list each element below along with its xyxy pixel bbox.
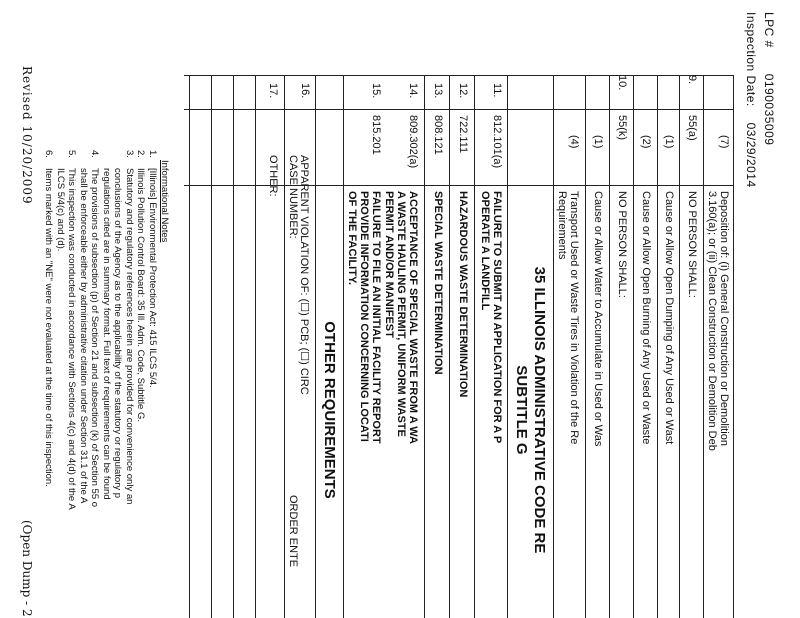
note-item: ILCS 5/4(c) and (d). [55, 168, 66, 252]
row-divider [424, 75, 425, 618]
row-divider [553, 75, 554, 618]
row-divider [343, 75, 344, 618]
row-description: ACCEPTANCE OF SPECIAL WASTE FROM A WA [407, 191, 419, 445]
row-code: 812.101(a) [491, 115, 503, 169]
row-divider [609, 75, 610, 618]
row-description: Deposition of: (i) General Construction or Demolition [718, 191, 730, 446]
row-divider [449, 75, 450, 618]
row-description-cont: OF THE FACILITY. [346, 191, 358, 286]
row-code: 55(a) [686, 115, 698, 141]
row-description-cont: PERMIT AND/OR MANIFEST [383, 191, 395, 338]
row-number: 11. [491, 83, 503, 98]
row-description: Cause or Allow Water to Accumulate in Used or Was [592, 191, 604, 447]
note-item: 2.Illinois Pollution Control Board: 35 Ill. Adm. Code, Subtitle G. [135, 150, 147, 422]
row-number: 10. [616, 75, 628, 91]
row-divider [284, 75, 285, 618]
row-description: FAILURE TO SUBMIT AN APPLICATION FOR A P [491, 191, 503, 444]
row-number: 12. [457, 83, 469, 99]
notes-heading: Informational Notes [159, 160, 170, 243]
notes-block [0, 0, 170, 618]
lpc-label: LPC # [762, 12, 776, 48]
row-divider [585, 75, 586, 618]
row-divider [315, 75, 316, 618]
row-divider [255, 75, 256, 618]
row-description-cont: OPERATE A LANDFILL [479, 191, 491, 311]
note-item: 3.Statutory and regulatory references herein are provided for convenience only an [124, 150, 135, 505]
row-divider [657, 75, 658, 618]
note-item: 6.Items marked with an "NE" were not evaluated at the time of this inspection. [43, 150, 55, 487]
row-divider [507, 75, 508, 618]
row-divider [211, 75, 212, 618]
row-subitem: (4) [568, 135, 580, 149]
row-description: APPARENT VIOLATION OF: (☐) PCB; (☐) CIRC [298, 155, 310, 395]
row-description-cont: A WASTE HAULING PERMIT, UNIFORM WASTE [395, 191, 407, 437]
row-description: Cause or Allow Open Dumping of Any Used or Wast [663, 191, 675, 445]
note-item: conclusions of the Agency as to the applicability of the statutory or regulatory p [112, 168, 124, 499]
row-number: 14. [407, 83, 419, 99]
row-divider [703, 75, 704, 618]
row-description: FAILURE TO FILE AN INITIAL FACILITY REPORT [370, 191, 382, 444]
row-number: 13. [432, 83, 444, 99]
section-title: 35 ILLINOIS ADMINISTRATIVE CODE RE [531, 266, 548, 554]
section-subtitle: SUBTITLE G [513, 365, 530, 455]
row-divider [233, 75, 234, 618]
row-description: Cause or Allow Open Burning of Any Used or Waste [640, 191, 652, 445]
table-left-border [184, 75, 734, 76]
row-description: NO PERSON SHALL: [686, 191, 698, 298]
note-item: 1.[Illinois] Environmental Protection Act: 415 ILCS 5/4. [147, 150, 158, 388]
form-footer-label: (Open Dump - 2 [20, 520, 34, 617]
row-description-cont: PROVIDE INFORMATION CONCERNING LOCATI [358, 191, 370, 442]
row-subitem: (7) [718, 135, 730, 149]
row-number: 16. [299, 83, 311, 99]
row-description: HAZARDOUS WASTE DETERMINATION [457, 191, 469, 398]
row-divider [474, 75, 475, 618]
note-item: shall be enforceable either by administrative citation under Section 31.1 of the A [78, 168, 89, 504]
note-item: regulations cited are in summary format. Full text of requirements can be found [101, 168, 112, 500]
row-code: 808.121 [432, 115, 444, 155]
row-description-cont: ORDER ENTE [287, 495, 299, 568]
note-item: 4.The provisions of subsection (p) of Section 21 and subsection (k) of Section 55 o [89, 150, 101, 508]
row-subitem: (1) [592, 135, 604, 149]
row-description: Transport Used or Waste Tires in Violation of the Re [568, 191, 580, 445]
row-divider [633, 75, 634, 618]
row-description: OTHER: [267, 155, 279, 197]
row-description: NO PERSON SHALL: [616, 191, 628, 298]
row-code: 809.302(a) [407, 115, 419, 169]
row-divider [679, 75, 680, 618]
row-subitem: (2) [640, 135, 652, 149]
note-item: 5.This inspection was conducted in accordance with Sections 4(c) and 4(d) of the A [66, 150, 78, 510]
row-number: 17. [267, 83, 279, 99]
row-number: 15. [370, 83, 382, 99]
row-code: 815.201 [370, 115, 382, 155]
inspection-date-value: 03/29/2014 [744, 122, 758, 188]
row-description-cont: Requirements [556, 191, 568, 260]
row-divider [189, 75, 190, 618]
row-divider [733, 75, 734, 618]
revised-date: Revised 10/20/2009 [20, 66, 34, 205]
row-number: 9. [686, 75, 698, 85]
row-description-cont: 3.160(a); or (ii) Clean Construction or Demolition Deb [706, 191, 718, 451]
lpc-number: 0190035009 [762, 73, 776, 146]
inspection-date-line [744, 12, 758, 188]
row-code: 55(k) [616, 115, 628, 141]
row-description: SPECIAL WASTE DETERMINATION [432, 191, 444, 375]
inspection-date-label: Inspection Date: [744, 12, 758, 107]
lpc-line [762, 12, 776, 145]
row-description-cont: CASE NUMBER: [287, 155, 299, 239]
section-title: OTHER REQUIREMENTS [321, 321, 338, 499]
row-code: 722.111 [457, 115, 469, 154]
row-subitem: (1) [663, 135, 675, 149]
